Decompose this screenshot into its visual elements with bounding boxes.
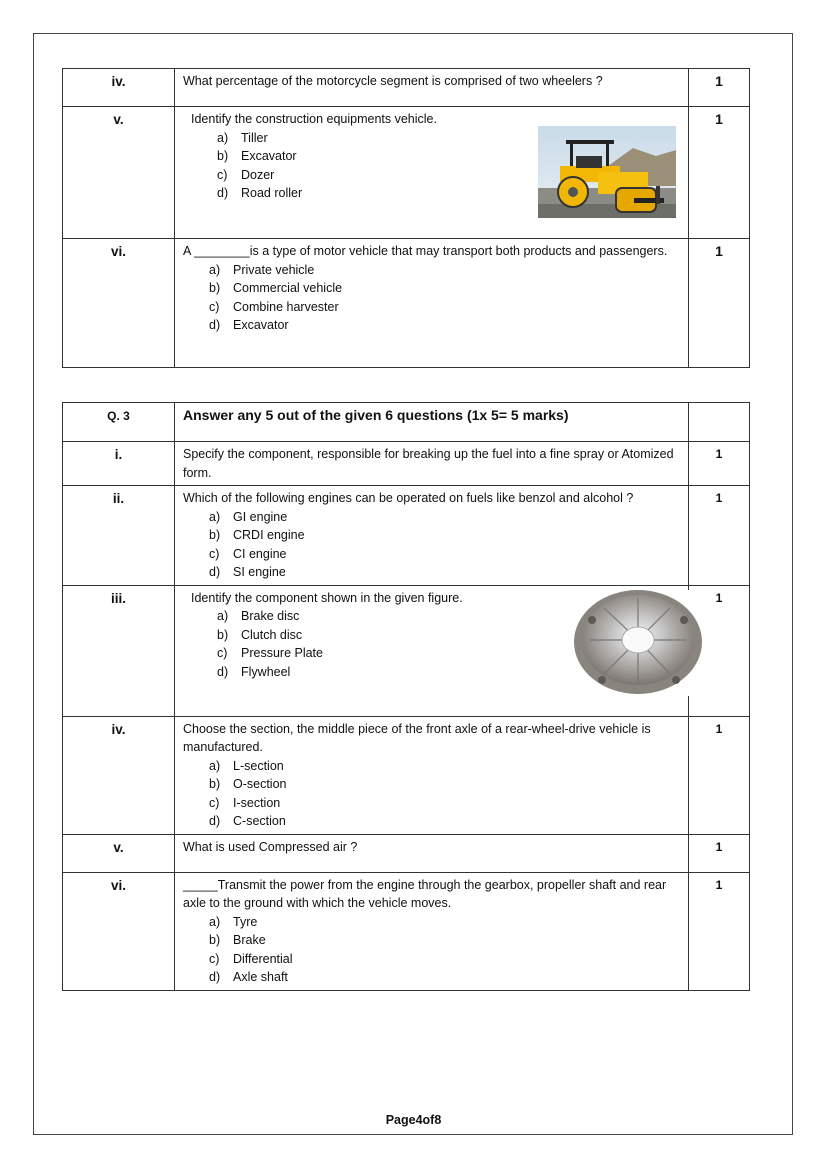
question-text: Specify the component, responsible for breaking up the fuel into a fine spray or Atomized form. [175,442,689,486]
question-cell [175,872,689,990]
option-list [183,913,680,987]
question-number: i. [63,442,175,486]
question-text: _____Transmit the power from the engine through the gearbox, propeller shaft and rear axle to the ground with which the vehicle moves. [183,877,667,910]
question-mark: 1 [689,716,750,834]
option-item: d) Flywheel [217,664,291,679]
question-cell [175,486,689,586]
section-mark [689,403,750,442]
option-item: c) Differential [209,951,293,966]
question-number: vi. [63,239,175,368]
question-text: What is used Compressed air ? [175,834,689,872]
question-text: Which of the following engines can be operated on fuels like benzol and alcohol ? [183,491,634,505]
question-number: iii. [63,585,175,716]
question-text: A ________is a type of motor vehicle that may transport both products and passengers. [183,244,668,258]
option-item: b) Clutch disc [217,627,303,642]
question-row [63,486,750,586]
question-mark: 1 [689,834,750,872]
question-number: v. [63,107,175,239]
option-list [183,261,680,335]
question-cell [175,239,689,368]
option-item: d) Axle shaft [209,970,288,984]
section-heading: Answer any 5 out of the given 6 questions (1x 5= 5 marks) [175,403,689,442]
question-mark: 1 [689,107,750,239]
question-number: v. [63,834,175,872]
question-number: iv. [63,69,175,107]
question-number: vi. [63,872,175,990]
option-item: b) Excavator [217,149,297,163]
question-row [63,872,750,990]
question-text: Choose the section, the middle piece of the front axle of a rear-wheel-drive vehicle is manufactured. [183,721,651,754]
question-cell [175,107,689,239]
option-item: b) Brake [209,933,266,947]
option-item: c) I-section [209,795,281,810]
option-item: c) Dozer [217,167,275,182]
option-item: c) CI engine [209,546,287,561]
option-item: d) Excavator [209,318,289,332]
option-item: b) Commercial vehicle [209,281,343,295]
question-row [63,239,750,368]
option-item: a) Tyre [209,914,258,929]
option-item: a) Tiller [217,130,268,145]
question-table-section3 [62,402,750,991]
question-row [63,716,750,834]
question-row [63,107,750,239]
question-mark: 1 [689,872,750,990]
question-cell [175,585,689,716]
option-list [183,757,680,831]
option-item: d) C-section [209,814,286,828]
option-item: a) GI engine [209,509,288,524]
option-item: a) Brake disc [217,609,300,623]
option-item: c) Pressure Plate [217,646,323,660]
option-item: b) O-section [209,777,287,791]
question-cell [175,716,689,834]
option-list [183,508,680,582]
section-number: Q. 3 [63,403,175,442]
question-mark: 1 [689,239,750,368]
question-text: Identify the construction equipments vehicle. [191,112,437,126]
question-text: Identify the component shown in the given figure. [191,590,463,605]
question-row [63,69,750,107]
question-row [63,585,750,716]
question-row [63,834,750,872]
question-number: ii. [63,486,175,586]
option-item: c) Combine harvester [209,299,339,314]
question-mark: 1 [689,486,750,586]
section-header-row [63,403,750,442]
pressure-plate-image [572,590,704,696]
question-row [63,442,750,486]
question-text: What percentage of the motorcycle segment is comprised of two wheelers ? [175,69,689,107]
option-item: d) Road roller [217,186,303,200]
question-mark: 1 [689,442,750,486]
question-table-section2 [62,68,750,368]
option-item: a) Private vehicle [209,262,315,277]
question-number: iv. [63,716,175,834]
option-item: a) L-section [209,758,284,773]
option-item: b) CRDI engine [209,528,305,542]
page-number-footer: Page4of8 [385,1113,442,1127]
question-mark: 1 [689,585,750,716]
road-roller-image [538,126,676,218]
question-mark: 1 [689,69,750,107]
option-item: d) SI engine [209,565,286,579]
